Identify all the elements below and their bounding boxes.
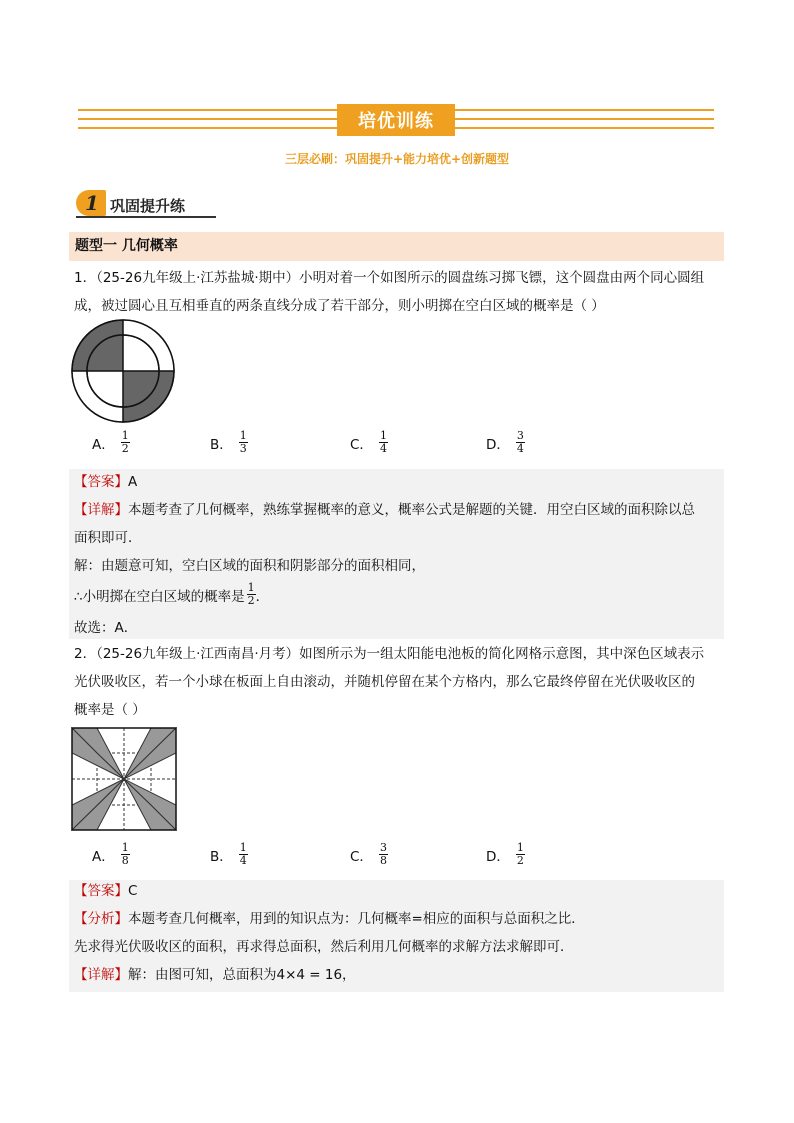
option-fraction <box>379 842 388 867</box>
q1-text-line: 1．（25-26九年级上·江苏盐城·期中）小明对着一个如图所示的圆盘练习掷飞镖，这个圆盘由两个同心圆组 <box>74 270 705 286</box>
answer-tag: 【答案】 <box>74 474 128 490</box>
analysis-tag: 【分析】 <box>74 911 128 927</box>
frac-num: 1 <box>516 841 524 854</box>
q1-option-c[interactable] <box>350 430 388 455</box>
banner-line <box>78 109 337 111</box>
q2-answer <box>74 879 137 899</box>
option-label: A． <box>92 436 115 453</box>
answer-value: A <box>128 474 138 490</box>
q2-option-c[interactable] <box>350 842 388 867</box>
q1-detail-line <box>74 498 695 518</box>
frac-den: 8 <box>379 854 387 867</box>
section-underline <box>76 216 216 218</box>
option-label: D． <box>486 436 510 453</box>
q2-option-d[interactable] <box>486 842 525 867</box>
q2-text-line: 光伏吸收区，若一个小球在板面上自由滚动，并随机停留在某个方格内，那么它最终停留在光伏吸收区的 <box>74 674 695 690</box>
frac-num: 1 <box>239 429 247 442</box>
detail-text: 本题考查了几何概率，熟练掌握概率的意义，概率公式是解题的关键．用空白区域的面积除以总 <box>128 502 695 518</box>
frac-den: 2 <box>247 594 255 607</box>
frac-den: 2 <box>516 854 524 867</box>
q2-detail-line <box>74 963 356 983</box>
frac-den: 8 <box>121 854 129 867</box>
section-number: 1 <box>85 191 99 215</box>
option-label: A． <box>92 848 115 865</box>
q2-option-b[interactable] <box>210 842 248 867</box>
section-header <box>76 188 216 220</box>
option-label: C． <box>350 848 373 865</box>
frac-num: 3 <box>516 429 524 442</box>
q1-dartboard-figure <box>70 318 176 424</box>
frac-den: 2 <box>121 442 129 455</box>
answer-value: C <box>128 883 138 899</box>
detail-tag: 【详解】 <box>74 502 128 518</box>
q1-detail-line: 面积即可． <box>74 530 142 546</box>
q1-option-d[interactable] <box>486 430 525 455</box>
q2-option-a[interactable] <box>92 842 130 867</box>
q2-text-line: 概率是（ ） <box>74 702 146 718</box>
frac-num: 1 <box>379 429 387 442</box>
option-fraction <box>239 842 248 867</box>
frac-den: 3 <box>239 442 247 455</box>
frac-num: 3 <box>379 841 387 854</box>
banner-title: 培优训练 <box>337 104 455 136</box>
q2-solar-grid-figure <box>71 727 177 831</box>
q1-option-b[interactable] <box>210 430 248 455</box>
subtitle: 三层必刷：巩固提升+能力培优+创新题型 <box>284 152 510 166</box>
solution-text: ∴小明掷在空白区域的概率是 <box>74 588 245 605</box>
frac-num: 1 <box>121 841 129 854</box>
answer-tag: 【答案】 <box>74 883 128 899</box>
q2-text-line: 2．（25-26九年级上·江西南昌·月考）如图所示为一组太阳能电池板的简化网格示意图，其中深色区域表示 <box>74 646 705 662</box>
option-fraction <box>239 430 248 455</box>
option-label: B． <box>210 848 233 865</box>
q1-answer <box>74 470 137 490</box>
q2-analysis-line: 先求得光伏吸收区的面积，再求得总面积，然后利用几何概率的求解方法求解即可． <box>74 939 574 955</box>
option-fraction <box>516 430 525 455</box>
option-fraction <box>379 430 388 455</box>
frac-num: 1 <box>247 581 255 594</box>
q1-text-line: 成，被过圆心且互相垂直的两条直线分成了若干部分，则小明掷在空白区域的概率是（ ） <box>74 298 605 314</box>
frac-num: 1 <box>121 429 129 442</box>
option-fraction <box>121 842 130 867</box>
type-heading: 题型一 几何概率 <box>69 232 724 261</box>
banner-line <box>455 118 714 120</box>
frac-den: 4 <box>379 442 387 455</box>
option-label: B． <box>210 436 233 453</box>
banner-line <box>455 127 714 129</box>
analysis-text: 本题考查几何概率，用到的知识点为：几何概率=相应的面积与总面积之比． <box>128 911 585 927</box>
option-fraction <box>516 842 525 867</box>
frac-den: 4 <box>239 854 247 867</box>
option-label: D． <box>486 848 510 865</box>
q1-solution-line: 解：由题意可知，空白区域的面积和阴影部分的面积相同， <box>74 558 425 574</box>
banner-line <box>78 127 337 129</box>
banner-line <box>455 109 714 111</box>
frac-den: 4 <box>516 442 524 455</box>
detail-tag: 【详解】 <box>74 967 128 983</box>
q1-solution-line <box>74 582 269 607</box>
detail-text: 解：由图可知，总面积为4×4 = 16， <box>128 967 356 983</box>
section-title: 巩固提升练 <box>110 197 186 215</box>
frac-num: 1 <box>239 841 247 854</box>
option-fraction <box>121 430 130 455</box>
solution-text: ． <box>255 588 270 605</box>
banner-line <box>78 118 337 120</box>
option-label: C． <box>350 436 373 453</box>
q2-analysis-line <box>74 907 585 927</box>
solution-fraction <box>247 582 256 607</box>
q1-option-a[interactable] <box>92 430 130 455</box>
q1-choice: 故选：A． <box>74 620 138 636</box>
